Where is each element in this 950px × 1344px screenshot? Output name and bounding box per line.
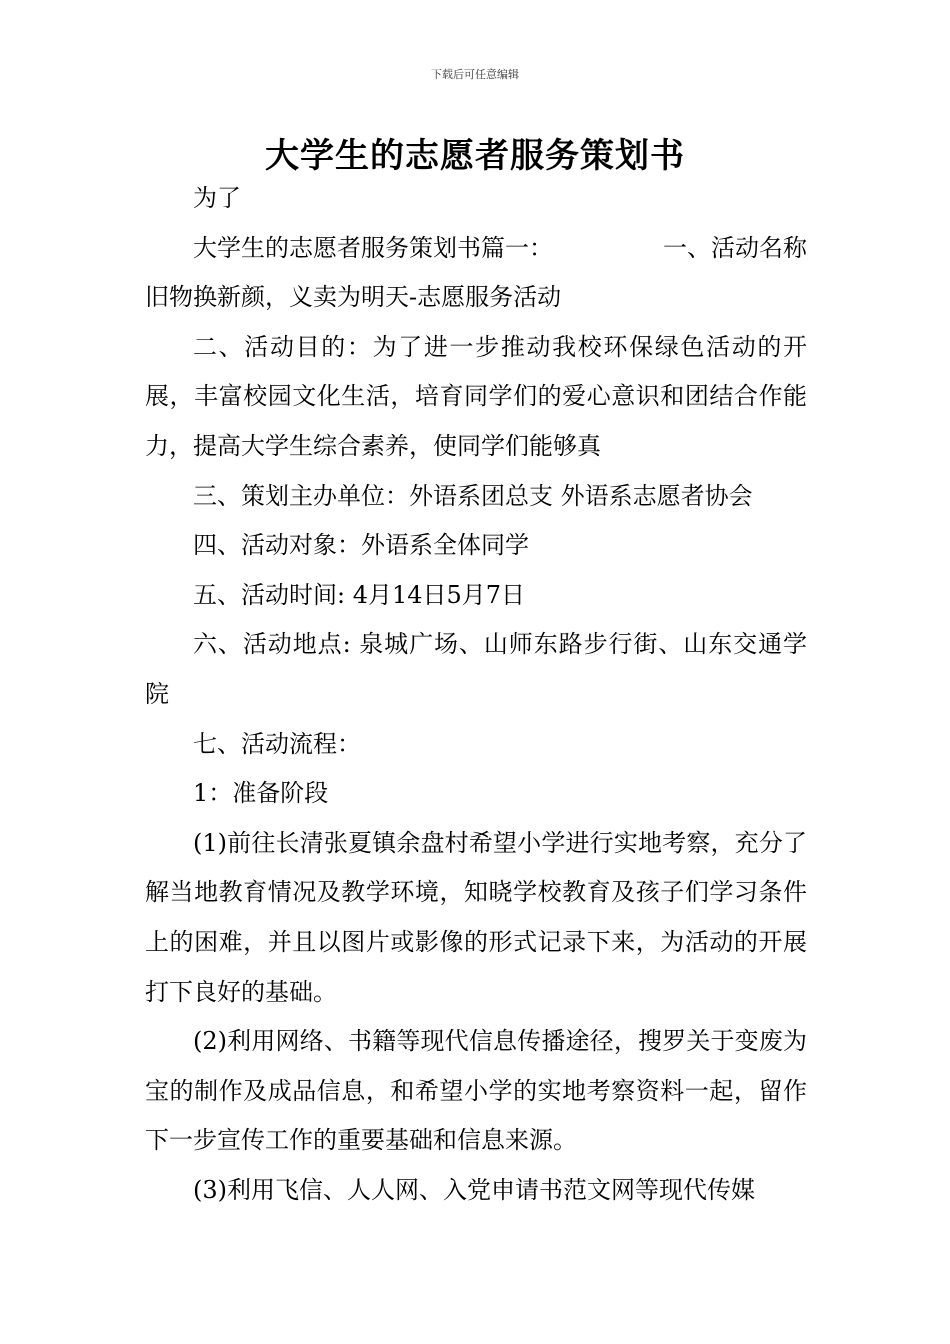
paragraph-organizer: 三、策划主办单位：外语系团总支 外语系志愿者协会 [193,481,753,510]
paragraph-audience: 四、活动对象：外语系全体同学 [193,531,529,560]
paragraph-process: 七、活动流程： [193,729,361,758]
paragraph-activity-name [145,224,807,323]
document-body [145,174,807,1215]
paragraph-time: 五、活动时间: 4月14日5月7日 [193,580,526,609]
activity-name-text: 一、活动名称旧物换新颜，义卖为明天-志愿服务活动 [145,233,807,312]
paragraph-purpose: 二、活动目的：为了进一步推动我校环保绿色活动的开展，丰富校园文化生活，培育同学们的爱心意识和团结合作能力，提高大学生综合素养，使同学们能够真 [145,332,807,460]
paragraph-step-1: (1)前往长清张夏镇余盘村希望小学进行实地考察，充分了解当地教育情况及教学环境，知晓学校教育及孩子们学习条件上的困难，并且以图片或影像的形式记录下来，为活动的开展打下良好的基础。 [145,828,807,1006]
paragraph-heading: 大学生的志愿者服务策划书篇一： [193,233,553,262]
document-title: 大学生的志愿者服务策划书 [265,136,685,176]
paragraph-intro: 为了 [193,184,241,212]
paragraph-step-3: (3)利用飞信、人人网、入党申请书范文网等现代传媒 [193,1175,755,1204]
paragraph-stage: 1：准备阶段 [193,779,329,808]
paragraph-location: 六、活动地点: 泉城广场、山师东路步行街、山东交通学院 [145,630,807,708]
paragraph-step-2: (2)利用网络、书籍等现代信息传播途径，搜罗关于变废为宝的制作及成品信息，和希望小学的实地考察资料一起，留作下一步宣传工作的重要基础和信息来源。 [145,1027,807,1155]
header-note: 下载后可任意编辑 [431,68,519,81]
